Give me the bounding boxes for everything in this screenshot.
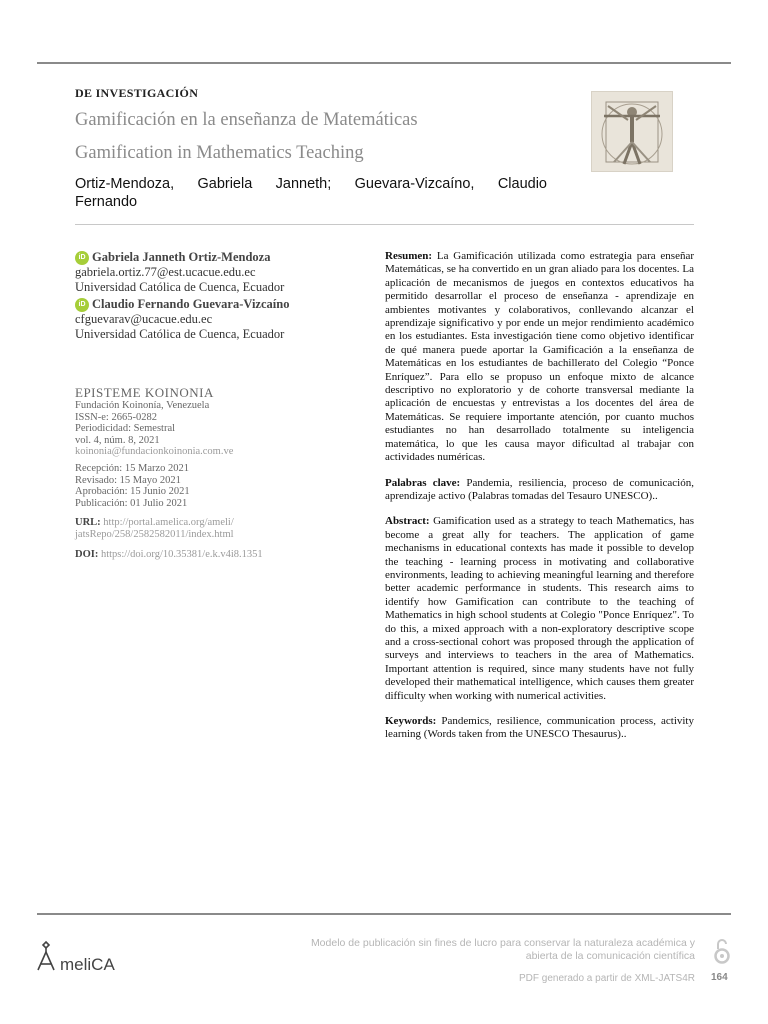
amelica-logo-text: meliCA [60,955,115,974]
palabras-clave-paragraph [385,477,694,504]
footer-rule [37,913,731,915]
title-english: Gamification in Mathematics Teaching [75,143,364,163]
abstract-column [385,250,694,749]
footer-note [280,937,695,962]
doi-link[interactable]: https://doi.org/10.35381/e.k.v4i8.1351 [100,549,263,560]
amelica-logo[interactable] [36,938,136,974]
journal-volume: vol. 4, núm. 8, 2021 [75,434,160,446]
author-name: Gabriela Janneth Ortiz-Mendoza [92,250,271,264]
journal-periodicity: Periodicidad: Semestral [75,423,176,434]
resumen-paragraph [385,250,694,465]
page-number: 164 [711,972,728,983]
pdf-generated-note: PDF generado a partir de XML-JATS4R [518,973,695,984]
url-link-continued[interactable]: jatsRepo/258/2582582011/index.html [75,528,234,540]
orcid-icon[interactable]: iD [75,251,89,265]
amelica-logo-icon [36,938,136,974]
journal-issn: ISSN-e: 2665-0282 [75,411,157,423]
section-label: DE INVESTIGACIÓN [75,86,199,100]
date-revised: Revisado: 15 Mayo 2021 [75,474,181,486]
header-divider [75,224,694,225]
journal-info [75,385,315,458]
resumen-label: Resumen: [385,250,433,262]
article-doi [75,549,263,560]
url-link[interactable]: http://portal.amelica.org/ameli/ [103,517,234,528]
keywords-text: Pandemics, resilience, communication process, activity learning (Words taken from the UNESCO Thesaurus).. [385,715,694,741]
palabras-clave-text: Pandemia, resiliencia, proceso de comunicación, aprendizaje activo (Palabras tomadas del Tesauro UNESCO).. [385,476,694,502]
doi-label: DOI: [75,549,99,560]
orcid-icon[interactable]: iD [75,298,89,312]
author-block [75,250,315,342]
author-email[interactable]: gabriela.ortiz.77@est.ucacue.edu.ec [75,265,256,279]
abstract-paragraph [385,515,694,703]
date-approved: Aprobación: 15 Junio 2021 [75,486,190,497]
author-affiliation: Universidad Católica de Cuenca, Ecuador [75,280,285,294]
publication-dates [75,463,190,509]
authors-line-continued: Fernando [75,194,138,210]
top-rule [37,62,731,64]
date-published: Publicación: 01 Julio 2021 [75,497,188,509]
open-access-icon [713,937,731,965]
footer-note-line1: Modelo de publicación sin fines de lucro para conservar la naturaleza académica y [310,937,695,949]
date-received: Recepción: 15 Marzo 2021 [75,463,190,474]
journal-title: EPISTEME KOINONIA [75,385,214,400]
keywords-label: Keywords: [385,715,437,727]
author-entry-1 [75,250,315,295]
author-affiliation: Universidad Católica de Cuenca, Ecuador [75,327,285,341]
abstract-text: Gamification used as a strategy to teach Mathematics, has become a great ally for teachers. The application of game mechanisms in educational contexts has made it possible to develop the teaching - learning process in motivating and collaborative environments, leading to achieving meaningful learning and therefore better academic performance in students. This research aims to identify how Gamification can contribute to the teaching of Mathematics in high school students at Colegio "Ponce Enríquez". To do this, a mixed approach with a non-exploratory descriptive scope and a cross-sectional cohort was proposed through the application of surveys and interviews to teachers in the area of Mathematics. Important attention is required, since many students have not fully developed their mathematical intelligence, which causes them greater difficulty when working with numerical activities. [385,515,694,702]
footer-note-line2: abierta de la comunicación científica [525,949,695,962]
author-name: Claudio Fernando Guevara-Vizcaíno [92,297,290,311]
authors-line: Ortiz-Mendoza, Gabriela Janneth; Guevara-Vizcaíno, Claudio [75,176,547,192]
keywords-paragraph [385,715,694,742]
author-email[interactable]: cfguevarav@ucacue.edu.ec [75,312,213,326]
article-url [75,517,315,540]
title-spanish: Gamificación en la enseñanza de Matemáticas [75,110,418,130]
url-label: URL: [75,517,101,528]
author-entry-2 [75,297,315,342]
journal-email[interactable]: koinonia@fundacionkoinonia.com.ve [75,446,234,457]
vitruvian-man-icon [592,92,672,171]
palabras-clave-label: Palabras clave: [385,476,461,489]
resumen-text: La Gamificación utilizada como estrategia para enseñar Matemáticas, se ha convertido en un gran aliado para los docentes. La aplicación de mecanismos de juegos en contextos educativos ha permitido desarrollar el proceso de enseñanza - aprendizaje en ambientes motivantes y colaborativos, conllevando alcanzar el aprendizaje significativo y por ende un mejor rendimiento académico en los estudiantes. Esta investigación tiene como objetivo identificar de qué manera puede aportar la Gamificación a la enseñanza de Matemáticas en los estudiantes de bachillerato del Colegio “Ponce Enríquez”. Para ello se propuso un enfoque mixto de alcance descriptivo no exploratorio y de cohorte transversal mediante la aplicación de encuestas y entrevistas a los docentes del área de Matemáticas. Se requiere importante atención, por cuanto muchos estudiantes no han desarrollado totalmente su inteligencia matemática, lo que les causa mayor dificultad al trabajar con actividades numéricas. [385,250,695,464]
journal-publisher: Fundación Koinonía, Venezuela [75,400,210,411]
abstract-label: Abstract: [385,515,430,528]
vitruvian-man-image [591,91,673,172]
